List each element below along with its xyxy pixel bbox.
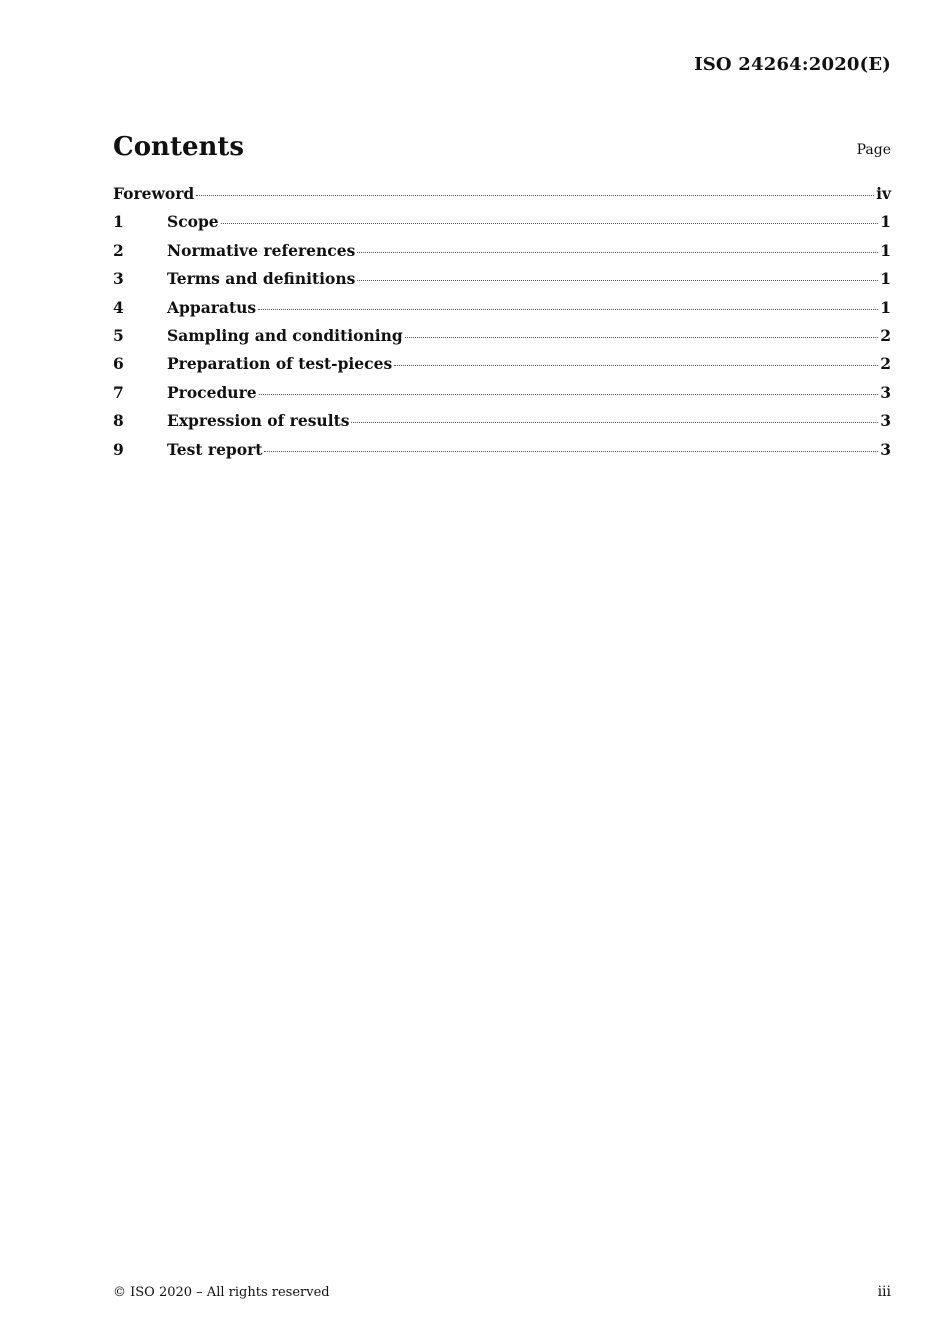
toc-entry-page: 3 [880,439,891,459]
dot-leader [264,451,878,452]
footer-page-number: iii [877,1284,891,1300]
toc-entry-title: Scope [167,212,219,232]
toc-entry-number: 4 [113,297,124,317]
toc-entry-number: 7 [113,382,124,402]
dot-leader [405,337,878,338]
toc-entry-number: 8 [113,411,124,431]
toc-entry-page: iv [876,184,891,203]
dot-leader [394,365,878,366]
toc-entry-title: Foreword [113,184,195,203]
toc-entry-scope[interactable] [113,212,891,240]
dot-leader [258,309,878,310]
toc-entry-normative-references[interactable] [113,241,891,269]
toc-entry-title: Preparation of test-pieces [167,354,393,374]
dot-leader [351,422,878,423]
toc-entry-procedure[interactable] [113,383,891,411]
toc-entry-sampling-and-conditioning[interactable] [113,326,891,354]
toc-entry-test-report[interactable] [113,440,891,468]
toc-entry-page: 3 [880,382,891,402]
toc-entry-page: 1 [880,297,891,317]
table-of-contents [113,184,891,468]
toc-entry-title: Expression of results [167,411,350,431]
toc-entry-page: 1 [880,269,891,289]
toc-entry-terms-and-definitions[interactable] [113,269,891,297]
toc-entry-number: 3 [113,269,124,289]
document-identifier: ISO 24264:2020(E) [694,54,891,75]
toc-entry-number: 6 [113,354,124,374]
dot-leader [221,223,879,224]
toc-entry-title: Terms and definitions [167,269,356,289]
toc-entry-expression-of-results[interactable] [113,411,891,439]
toc-entry-number: 9 [113,439,124,459]
toc-entry-title: Test report [167,439,263,459]
toc-entry-number: 1 [113,212,124,232]
dot-leader [259,394,879,395]
toc-entry-number: 2 [113,240,124,260]
toc-entry-number: 5 [113,325,124,345]
toc-entry-title: Apparatus [167,297,257,317]
toc-entry-page: 3 [880,411,891,431]
contents-heading: Contents [113,132,245,162]
toc-entry-title: Normative references [167,240,356,260]
toc-entry-preparation-of-test-pieces[interactable] [113,354,891,382]
toc-entry-foreword[interactable] [113,184,891,212]
page-column-label: Page [856,142,891,158]
dot-leader [357,280,878,281]
toc-entry-page: 2 [880,325,891,345]
toc-entry-title: Procedure [167,382,257,402]
toc-entry-apparatus[interactable] [113,298,891,326]
toc-entry-title: Sampling and conditioning [167,325,403,345]
toc-entry-page: 1 [880,240,891,260]
dot-leader [196,195,874,196]
toc-entry-page: 1 [880,212,891,232]
dot-leader [357,252,878,253]
toc-entry-page: 2 [880,354,891,374]
footer-copyright: © ISO 2020 – All rights reserved [113,1285,330,1300]
